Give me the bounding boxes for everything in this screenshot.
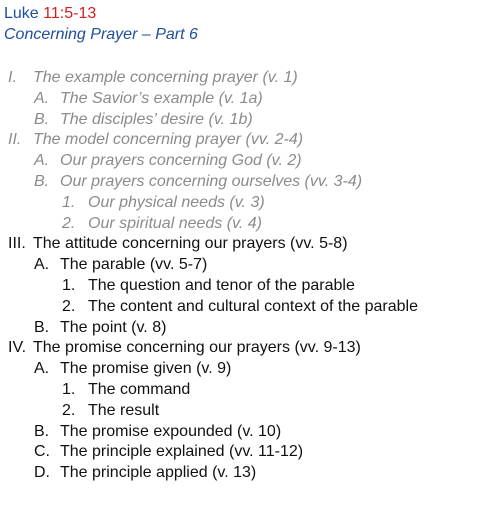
outline-text: The disciples’ desire (v. 1b) (60, 110, 253, 128)
outline-text: The content and cultural context of the parable (88, 297, 418, 315)
outline-marker: IV. (8, 339, 27, 357)
outline-text: The promise expounded (v. 10) (60, 422, 282, 440)
outline-marker: 2. (62, 401, 76, 419)
outline-text: The point (v. 8) (60, 318, 167, 336)
outline-marker: A. (34, 152, 50, 170)
outline-text: The Savior’s example (v. 1a) (60, 89, 263, 107)
outline-item (0, 380, 500, 401)
outline-item (0, 110, 500, 131)
series-subtitle: Concerning Prayer – Part 6 (4, 26, 198, 43)
outline-text: Our prayers concerning ourselves (vv. 3-4) (60, 172, 363, 190)
sermon-outline (0, 68, 500, 484)
outline-text: The principle explained (vv. 11-12) (60, 443, 304, 461)
outline-marker: B. (34, 110, 50, 128)
outline-item (0, 442, 500, 463)
outline-text: The attitude concerning our prayers (vv. 5-8) (33, 235, 348, 253)
outline-item (0, 130, 500, 151)
outline-item (0, 359, 500, 380)
outline-text: The promise concerning our prayers (vv. 9-13) (33, 339, 361, 357)
reference-range: 11:5-13 (43, 5, 97, 22)
outline-text: Our spiritual needs (v. 4) (88, 214, 262, 232)
outline-marker: B. (34, 172, 50, 190)
outline-item (0, 214, 500, 235)
outline-text: The question and tenor of the parable (88, 276, 355, 294)
outline-marker: II. (8, 131, 22, 149)
outline-text: The command (88, 380, 191, 398)
outline-marker: B. (34, 422, 50, 440)
outline-text: The promise given (v. 9) (60, 360, 232, 378)
outline-item (0, 255, 500, 276)
outline-item (0, 422, 500, 443)
outline-marker: 1. (62, 380, 76, 398)
outline-marker: A. (34, 256, 50, 274)
outline-text: Our prayers concerning God (v. 2) (60, 152, 302, 170)
outline-marker: 2. (62, 214, 76, 232)
outline-text: The example concerning prayer (v. 1) (33, 69, 298, 86)
outline-marker: III. (8, 235, 26, 253)
outline-item (0, 172, 500, 193)
outline-text: The parable (vv. 5-7) (60, 256, 208, 274)
outline-marker: 2. (62, 297, 76, 315)
outline-item (0, 338, 500, 359)
outline-marker: A. (34, 89, 50, 107)
outline-text: The model concerning prayer (vv. 2-4) (33, 131, 304, 149)
outline-text: Our physical needs (v. 3) (88, 193, 265, 211)
slide-header (4, 4, 496, 45)
outline-item (0, 463, 500, 484)
outline-item (0, 297, 500, 318)
outline-marker: I. (8, 69, 17, 86)
outline-item (0, 68, 500, 89)
outline-item (0, 234, 500, 255)
outline-item (0, 401, 500, 422)
outline-item (0, 318, 500, 339)
outline-item (0, 193, 500, 214)
outline-marker: 1. (62, 276, 76, 294)
scripture-reference (4, 4, 496, 24)
outline-marker: C. (34, 443, 50, 461)
outline-marker: D. (34, 464, 50, 482)
outline-item (0, 151, 500, 172)
outline-text: The principle applied (v. 13) (60, 464, 257, 482)
outline-marker: 1. (62, 193, 76, 211)
outline-marker: A. (34, 360, 50, 378)
outline-item (0, 276, 500, 297)
reference-book: Luke (4, 5, 39, 22)
outline-text: The result (88, 401, 160, 419)
outline-marker: B. (34, 318, 50, 336)
outline-item (0, 89, 500, 110)
